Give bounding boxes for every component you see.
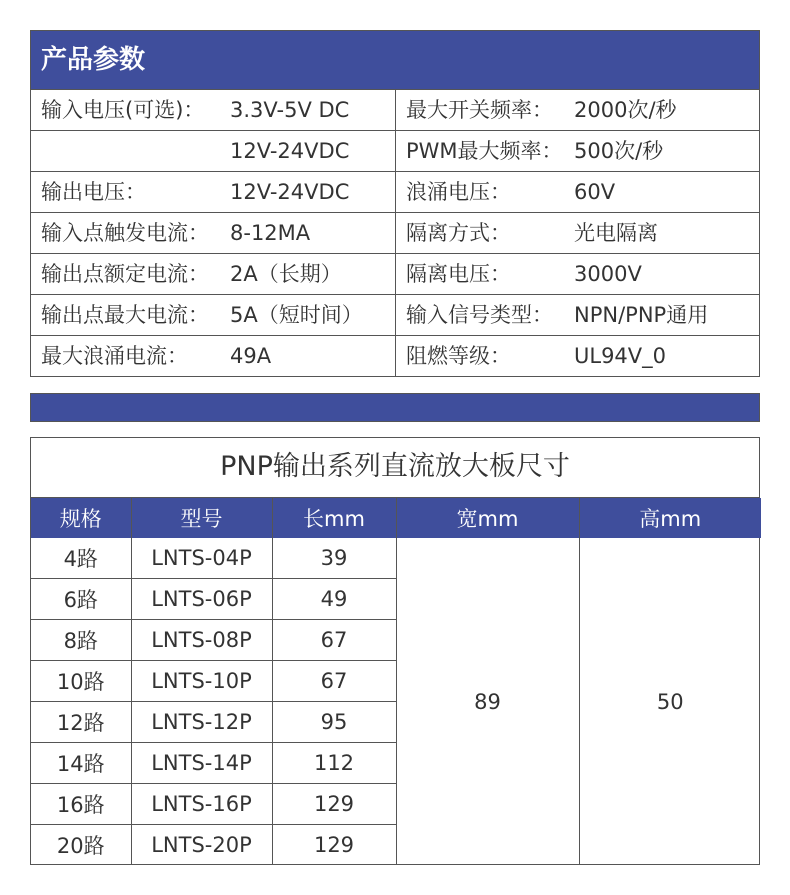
param-left-label: 输入点触发电流： bbox=[41, 221, 209, 245]
header-spec: 规格 bbox=[31, 498, 131, 538]
param-row bbox=[31, 212, 759, 253]
spec-cell: 16路 bbox=[31, 784, 131, 825]
model-cell: LNTS-10P bbox=[131, 661, 272, 702]
param-right-cell bbox=[396, 131, 759, 171]
param-right-value: 光电隔离 bbox=[574, 221, 658, 245]
model-cell: LNTS-16P bbox=[131, 784, 272, 825]
param-left-cell bbox=[31, 295, 396, 335]
width-cell: 89 bbox=[396, 538, 579, 865]
parameters-table bbox=[30, 30, 760, 377]
param-row bbox=[31, 335, 759, 376]
length-cell: 95 bbox=[272, 702, 396, 743]
model-cell: LNTS-04P bbox=[131, 538, 272, 579]
table-row bbox=[31, 538, 761, 579]
size-body bbox=[31, 538, 761, 865]
param-right-cell bbox=[396, 295, 759, 335]
model-cell: LNTS-12P bbox=[131, 702, 272, 743]
spec-cell: 6路 bbox=[31, 579, 131, 620]
param-right-value: 3000V bbox=[574, 262, 642, 286]
spec-cell: 4路 bbox=[31, 538, 131, 579]
length-cell: 67 bbox=[272, 661, 396, 702]
param-right-cell bbox=[396, 172, 759, 212]
header-width: 宽mm bbox=[396, 498, 579, 538]
param-right-value: 2000次/秒 bbox=[574, 98, 677, 122]
param-left-label: 输入电压(可选)： bbox=[41, 98, 205, 122]
header-height: 高mm bbox=[579, 498, 761, 538]
spec-cell: 14路 bbox=[31, 743, 131, 784]
param-right-value: UL94V_0 bbox=[574, 344, 667, 368]
param-row bbox=[31, 89, 759, 130]
param-left-label: 最大浪涌电流： bbox=[41, 344, 188, 368]
param-right-value: 500次/秒 bbox=[574, 139, 664, 163]
param-right-value: NPN/PNP通用 bbox=[574, 303, 709, 327]
size-table-title: PNP输出系列直流放大板尺寸 bbox=[31, 438, 759, 498]
parameters-title: 产品参数 bbox=[31, 31, 759, 89]
param-right-label: 阻燃等级： bbox=[406, 344, 511, 368]
size-table bbox=[30, 437, 760, 865]
param-left-value: 2A（长期） bbox=[230, 262, 342, 286]
param-right-cell bbox=[396, 213, 759, 253]
param-left-value: 3.3V-5V DC bbox=[230, 98, 350, 122]
param-left-label: 输出电压： bbox=[41, 180, 146, 204]
height-cell: 50 bbox=[656, 689, 684, 714]
param-row bbox=[31, 294, 759, 335]
spec-cell: 10路 bbox=[31, 661, 131, 702]
parameters-rows bbox=[31, 89, 759, 376]
spec-cell: 12路 bbox=[31, 702, 131, 743]
length-cell: 49 bbox=[272, 579, 396, 620]
model-cell: LNTS-06P bbox=[131, 579, 272, 620]
length-cell: 129 bbox=[272, 784, 396, 825]
param-right-label: 隔离电压： bbox=[406, 262, 511, 286]
length-cell: 39 bbox=[272, 538, 396, 579]
param-right-label: 隔离方式： bbox=[406, 221, 511, 245]
header-model: 型号 bbox=[131, 498, 272, 538]
param-left-cell bbox=[31, 131, 396, 171]
param-left-value: 12V-24VDC bbox=[230, 180, 350, 204]
param-row bbox=[31, 130, 759, 171]
param-right-label: 浪涌电压： bbox=[406, 180, 511, 204]
param-right-value: 60V bbox=[574, 180, 616, 204]
param-right-label: 输入信号类型： bbox=[406, 303, 553, 327]
param-right-label: PWM最大频率： bbox=[406, 139, 563, 163]
param-right-cell bbox=[396, 336, 759, 376]
param-left-value: 12V-24VDC bbox=[230, 139, 350, 163]
spec-cell: 20路 bbox=[31, 825, 131, 866]
param-row bbox=[31, 171, 759, 212]
param-left-cell bbox=[31, 336, 396, 376]
param-left-label: 输出点最大电流： bbox=[41, 303, 209, 327]
model-cell: LNTS-08P bbox=[131, 620, 272, 661]
size-grid bbox=[31, 498, 761, 865]
param-left-cell bbox=[31, 213, 396, 253]
param-left-value: 8-12MA bbox=[230, 221, 311, 245]
param-right-label: 最大开关频率： bbox=[406, 98, 553, 122]
param-left-cell bbox=[31, 172, 396, 212]
spec-cell: 8路 bbox=[31, 620, 131, 661]
header-length: 长mm bbox=[272, 498, 396, 538]
param-left-label: 输出点额定电流： bbox=[41, 262, 209, 286]
model-cell: LNTS-14P bbox=[131, 743, 272, 784]
divider-bar bbox=[30, 393, 760, 422]
length-cell: 129 bbox=[272, 825, 396, 866]
param-left-value: 49A bbox=[230, 344, 272, 368]
length-cell: 67 bbox=[272, 620, 396, 661]
model-cell: LNTS-20P bbox=[131, 825, 272, 866]
param-row bbox=[31, 253, 759, 294]
length-cell: 112 bbox=[272, 743, 396, 784]
param-left-cell bbox=[31, 254, 396, 294]
param-right-cell bbox=[396, 90, 759, 130]
size-header-row bbox=[31, 498, 761, 538]
param-right-cell bbox=[396, 254, 759, 294]
param-left-cell bbox=[31, 90, 396, 130]
param-left-value: 5A（短时间） bbox=[230, 303, 363, 327]
